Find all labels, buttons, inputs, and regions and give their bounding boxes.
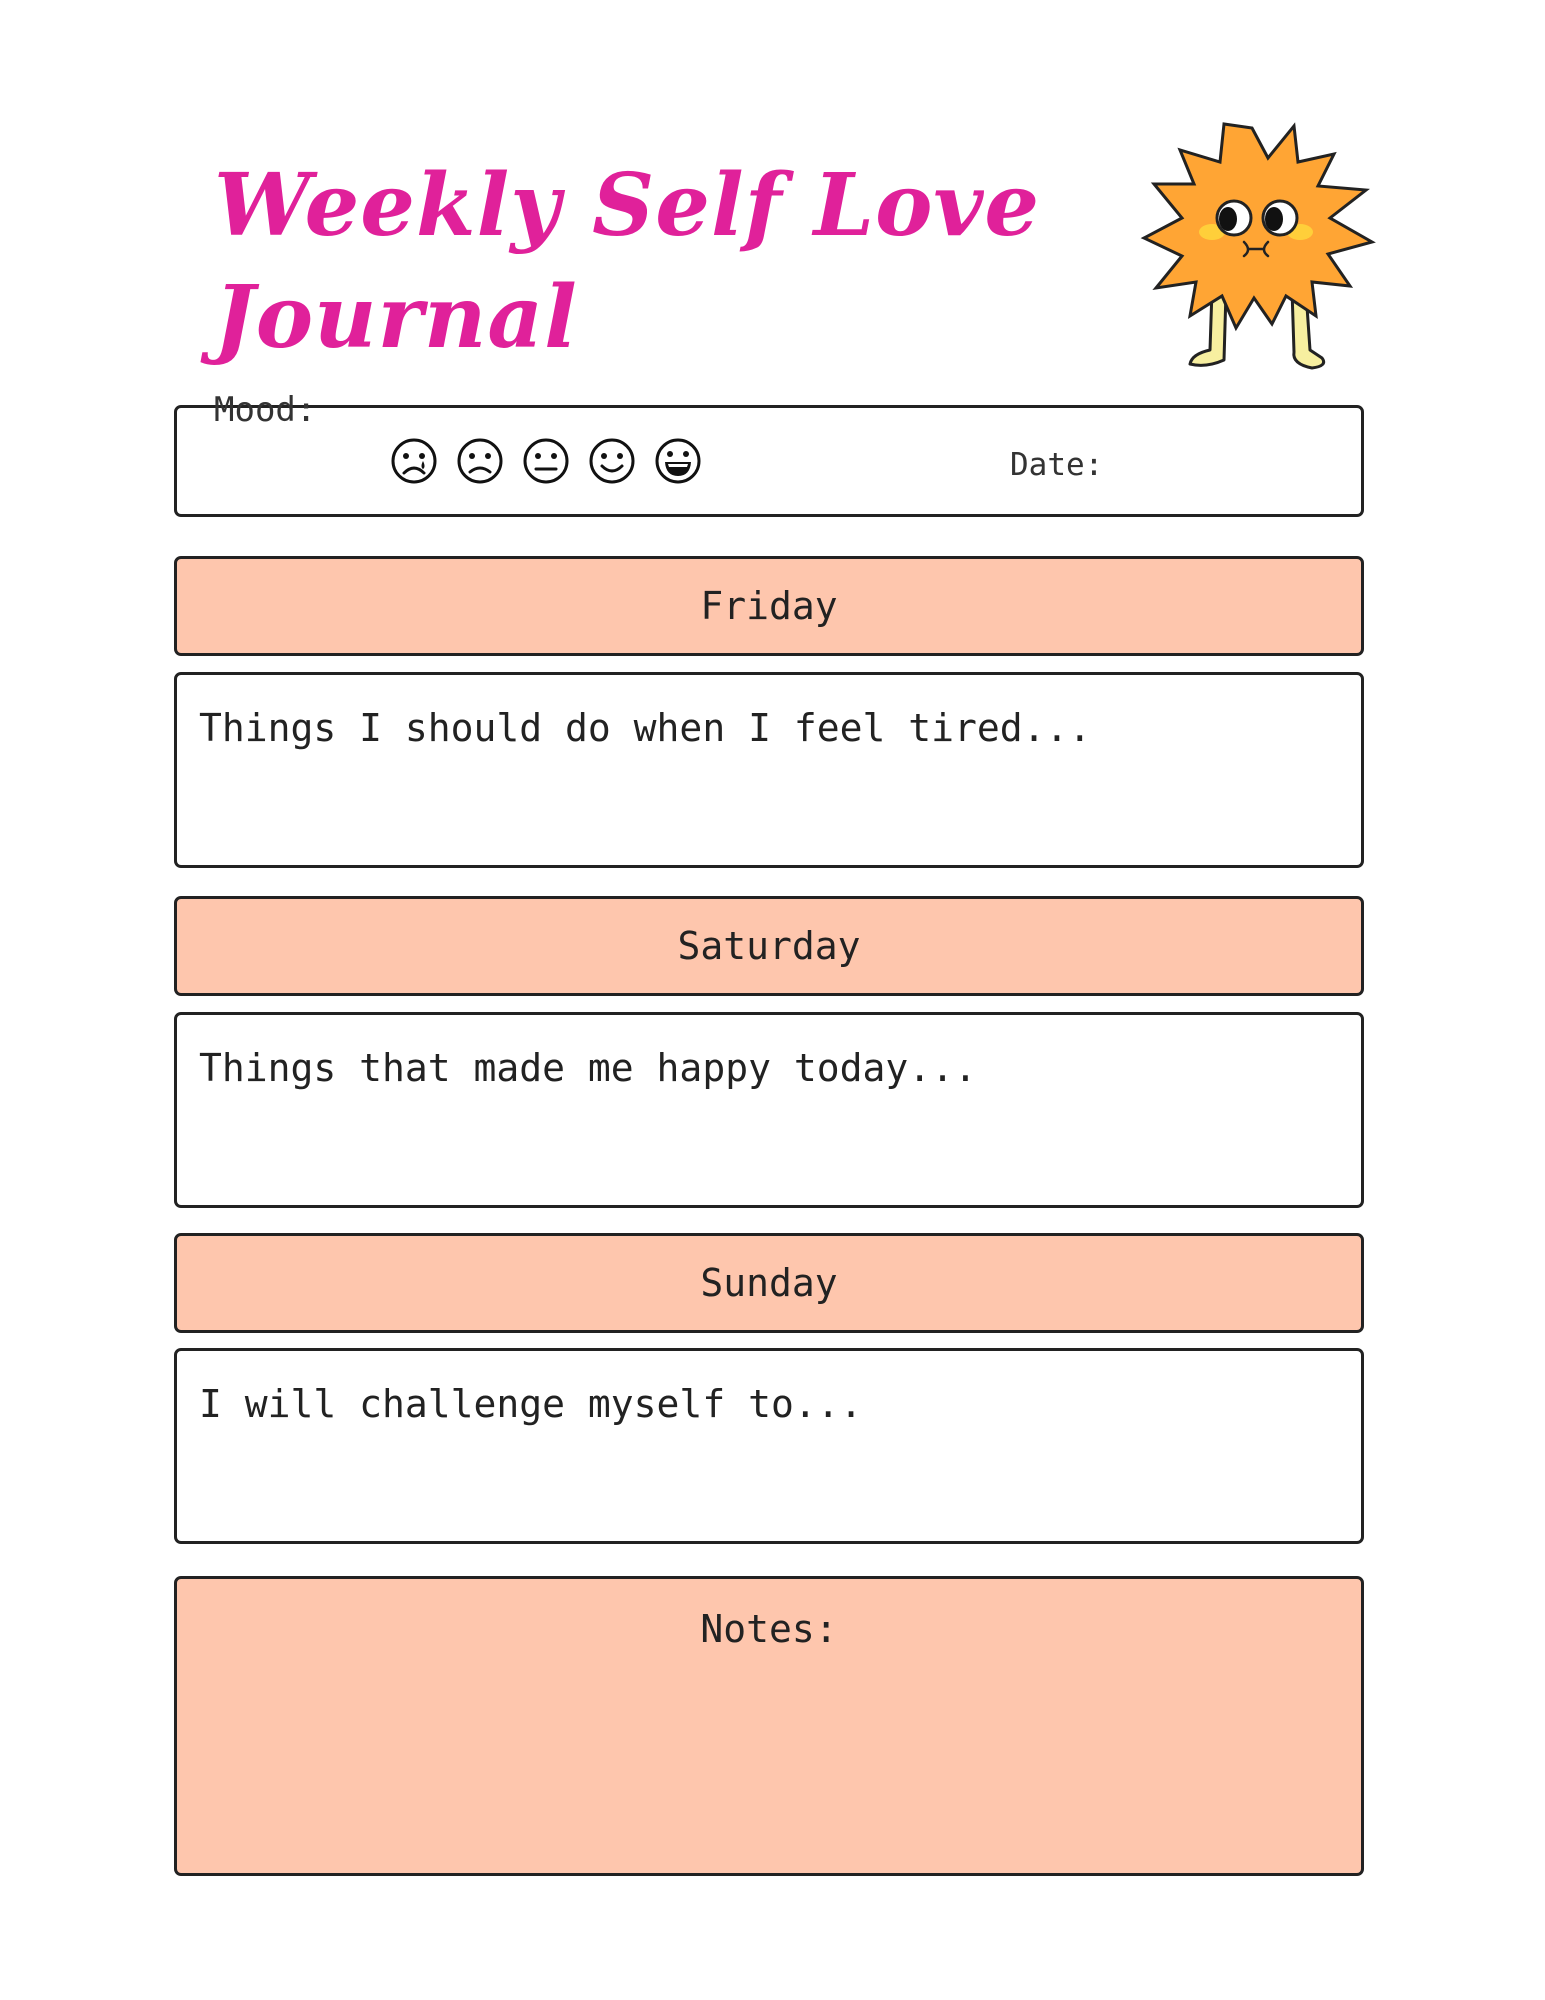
mood-date-box	[174, 405, 1364, 517]
grinning-face-icon[interactable]	[654, 437, 702, 485]
prompt-box-friday[interactable]: Things I should do when I feel tired...	[174, 672, 1364, 868]
day-header-sunday: Sunday	[174, 1233, 1364, 1333]
day-header-saturday: Saturday	[174, 896, 1364, 996]
notes-box[interactable]	[174, 1576, 1364, 1876]
sun-mascot-icon	[1140, 120, 1380, 380]
neutral-face-icon[interactable]	[522, 437, 570, 485]
date-label: Date:	[1010, 447, 1104, 483]
prompt-box-saturday[interactable]: Things that made me happy today...	[174, 1012, 1364, 1208]
mood-label: Mood:	[214, 390, 317, 430]
notes-label: Notes:	[700, 1607, 838, 1651]
frowning-face-icon[interactable]	[456, 437, 504, 485]
crying-face-icon[interactable]	[390, 437, 438, 485]
page-title: Weekly Self Love Journal	[214, 155, 1041, 368]
prompt-box-sunday[interactable]: I will challenge myself to...	[174, 1348, 1364, 1544]
smiling-face-icon[interactable]	[588, 437, 636, 485]
day-header-friday: Friday	[174, 556, 1364, 656]
mood-faces	[390, 437, 702, 485]
